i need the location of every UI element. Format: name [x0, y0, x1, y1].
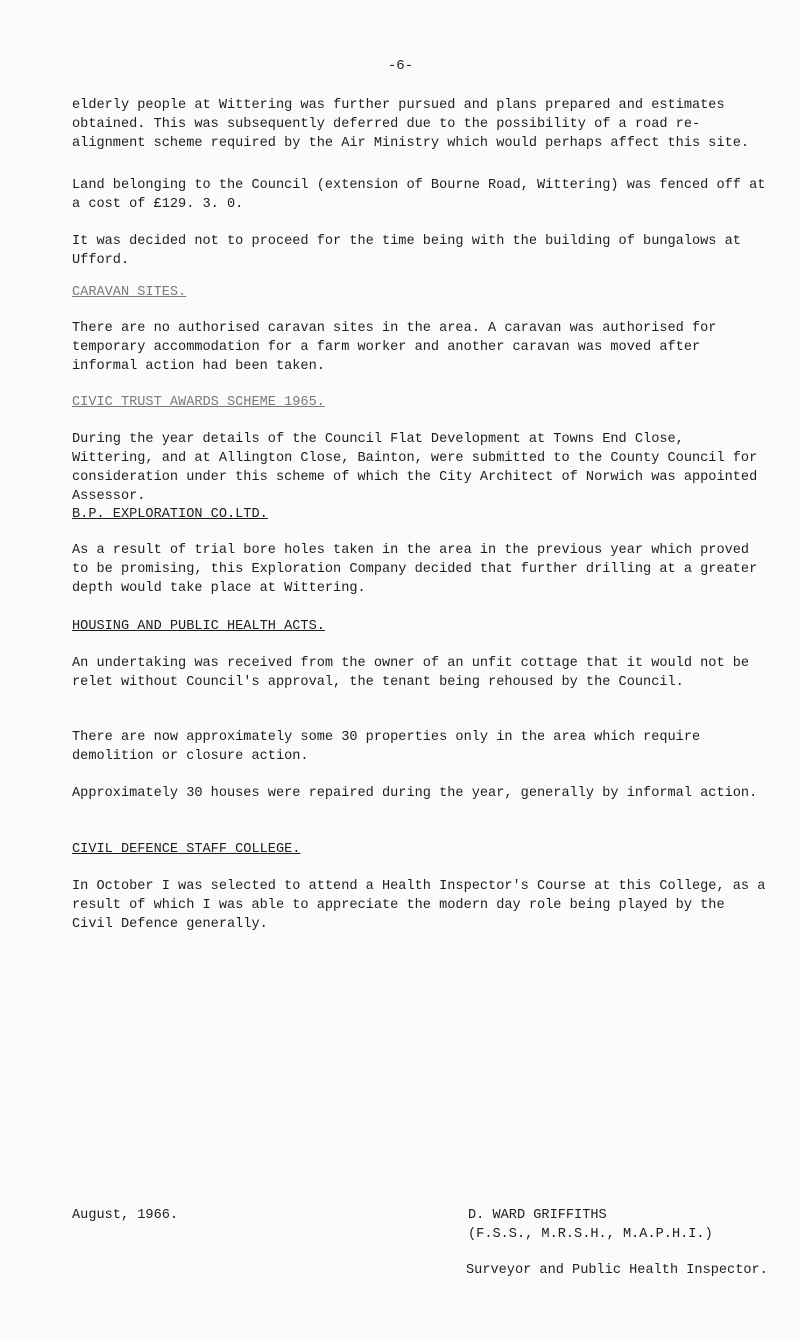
page-number: -6- [387, 58, 414, 74]
signature-qualifications: (F.S.S., M.R.S.H., M.A.P.H.I.) [468, 1227, 713, 1242]
housing-paragraph-3: Approximately 30 houses were repaired during the year, generally by informal action. [72, 786, 758, 801]
caravan-paragraph: There are no authorised caravan sites in the area. A caravan was authorised for temporary accommodation for a farm worker and another caravan was moved after informal action had been taken. [72, 321, 725, 374]
civil-defence-paragraph: In October I was selected to attend a Health Inspector's Course at this College, as a result of which I was able to appreciate the modern day role being played by the Civil Defence generally. [72, 879, 774, 932]
housing-paragraph-2: There are now approximately some 30 properties only in the area which require demolition or closure action. [72, 730, 709, 764]
bp-heading: B.P. EXPLORATION CO.LTD. [72, 507, 268, 522]
decided-paragraph: It was decided not to proceed for the time being with the building of bungalows at Ufford. [72, 234, 750, 268]
civil-defence-heading: CIVIL DEFENCE STAFF COLLEGE. [72, 842, 301, 857]
civic-paragraph: During the year details of the Council Flat Development at Towns End Close, Wittering, and at Allington Close, Bainton, were submitted to the County Council for consideration under this scheme of which the City Architect of Norwich was appointed Assessor. [72, 432, 766, 504]
civic-heading: CIVIC TRUST AWARDS SCHEME 1965. [72, 395, 325, 410]
signature-date: August, 1966. [72, 1208, 179, 1223]
land-paragraph: Land belonging to the Council (extension of Bourne Road, Wittering) was fenced off at a cost of £129. 3. 0. [72, 178, 774, 212]
caravan-heading: CARAVAN SITES. [72, 285, 187, 300]
continuation-paragraph: elderly people at Wittering was further pursued and plans prepared and estimates obtained. This was subsequently deferred due to the possibility of a road re-alignment scheme required by the Air Ministry which would perhaps affect this site. [72, 98, 750, 151]
housing-heading: HOUSING AND PUBLIC HEALTH ACTS. [72, 619, 325, 634]
bp-paragraph: As a result of trial bore holes taken in the area in the previous year which proved to be promising, this Exploration Company decided that further drilling at a greater depth would take place at Wittering. [72, 543, 766, 596]
signature-title: Surveyor and Public Health Inspector. [466, 1263, 768, 1278]
housing-paragraph-1: An undertaking was received from the owner of an unfit cottage that it would not be relet without Council's approval, the tenant being rehoused by the Council. [72, 656, 758, 690]
signature-name: D. WARD GRIFFITHS [468, 1208, 607, 1223]
